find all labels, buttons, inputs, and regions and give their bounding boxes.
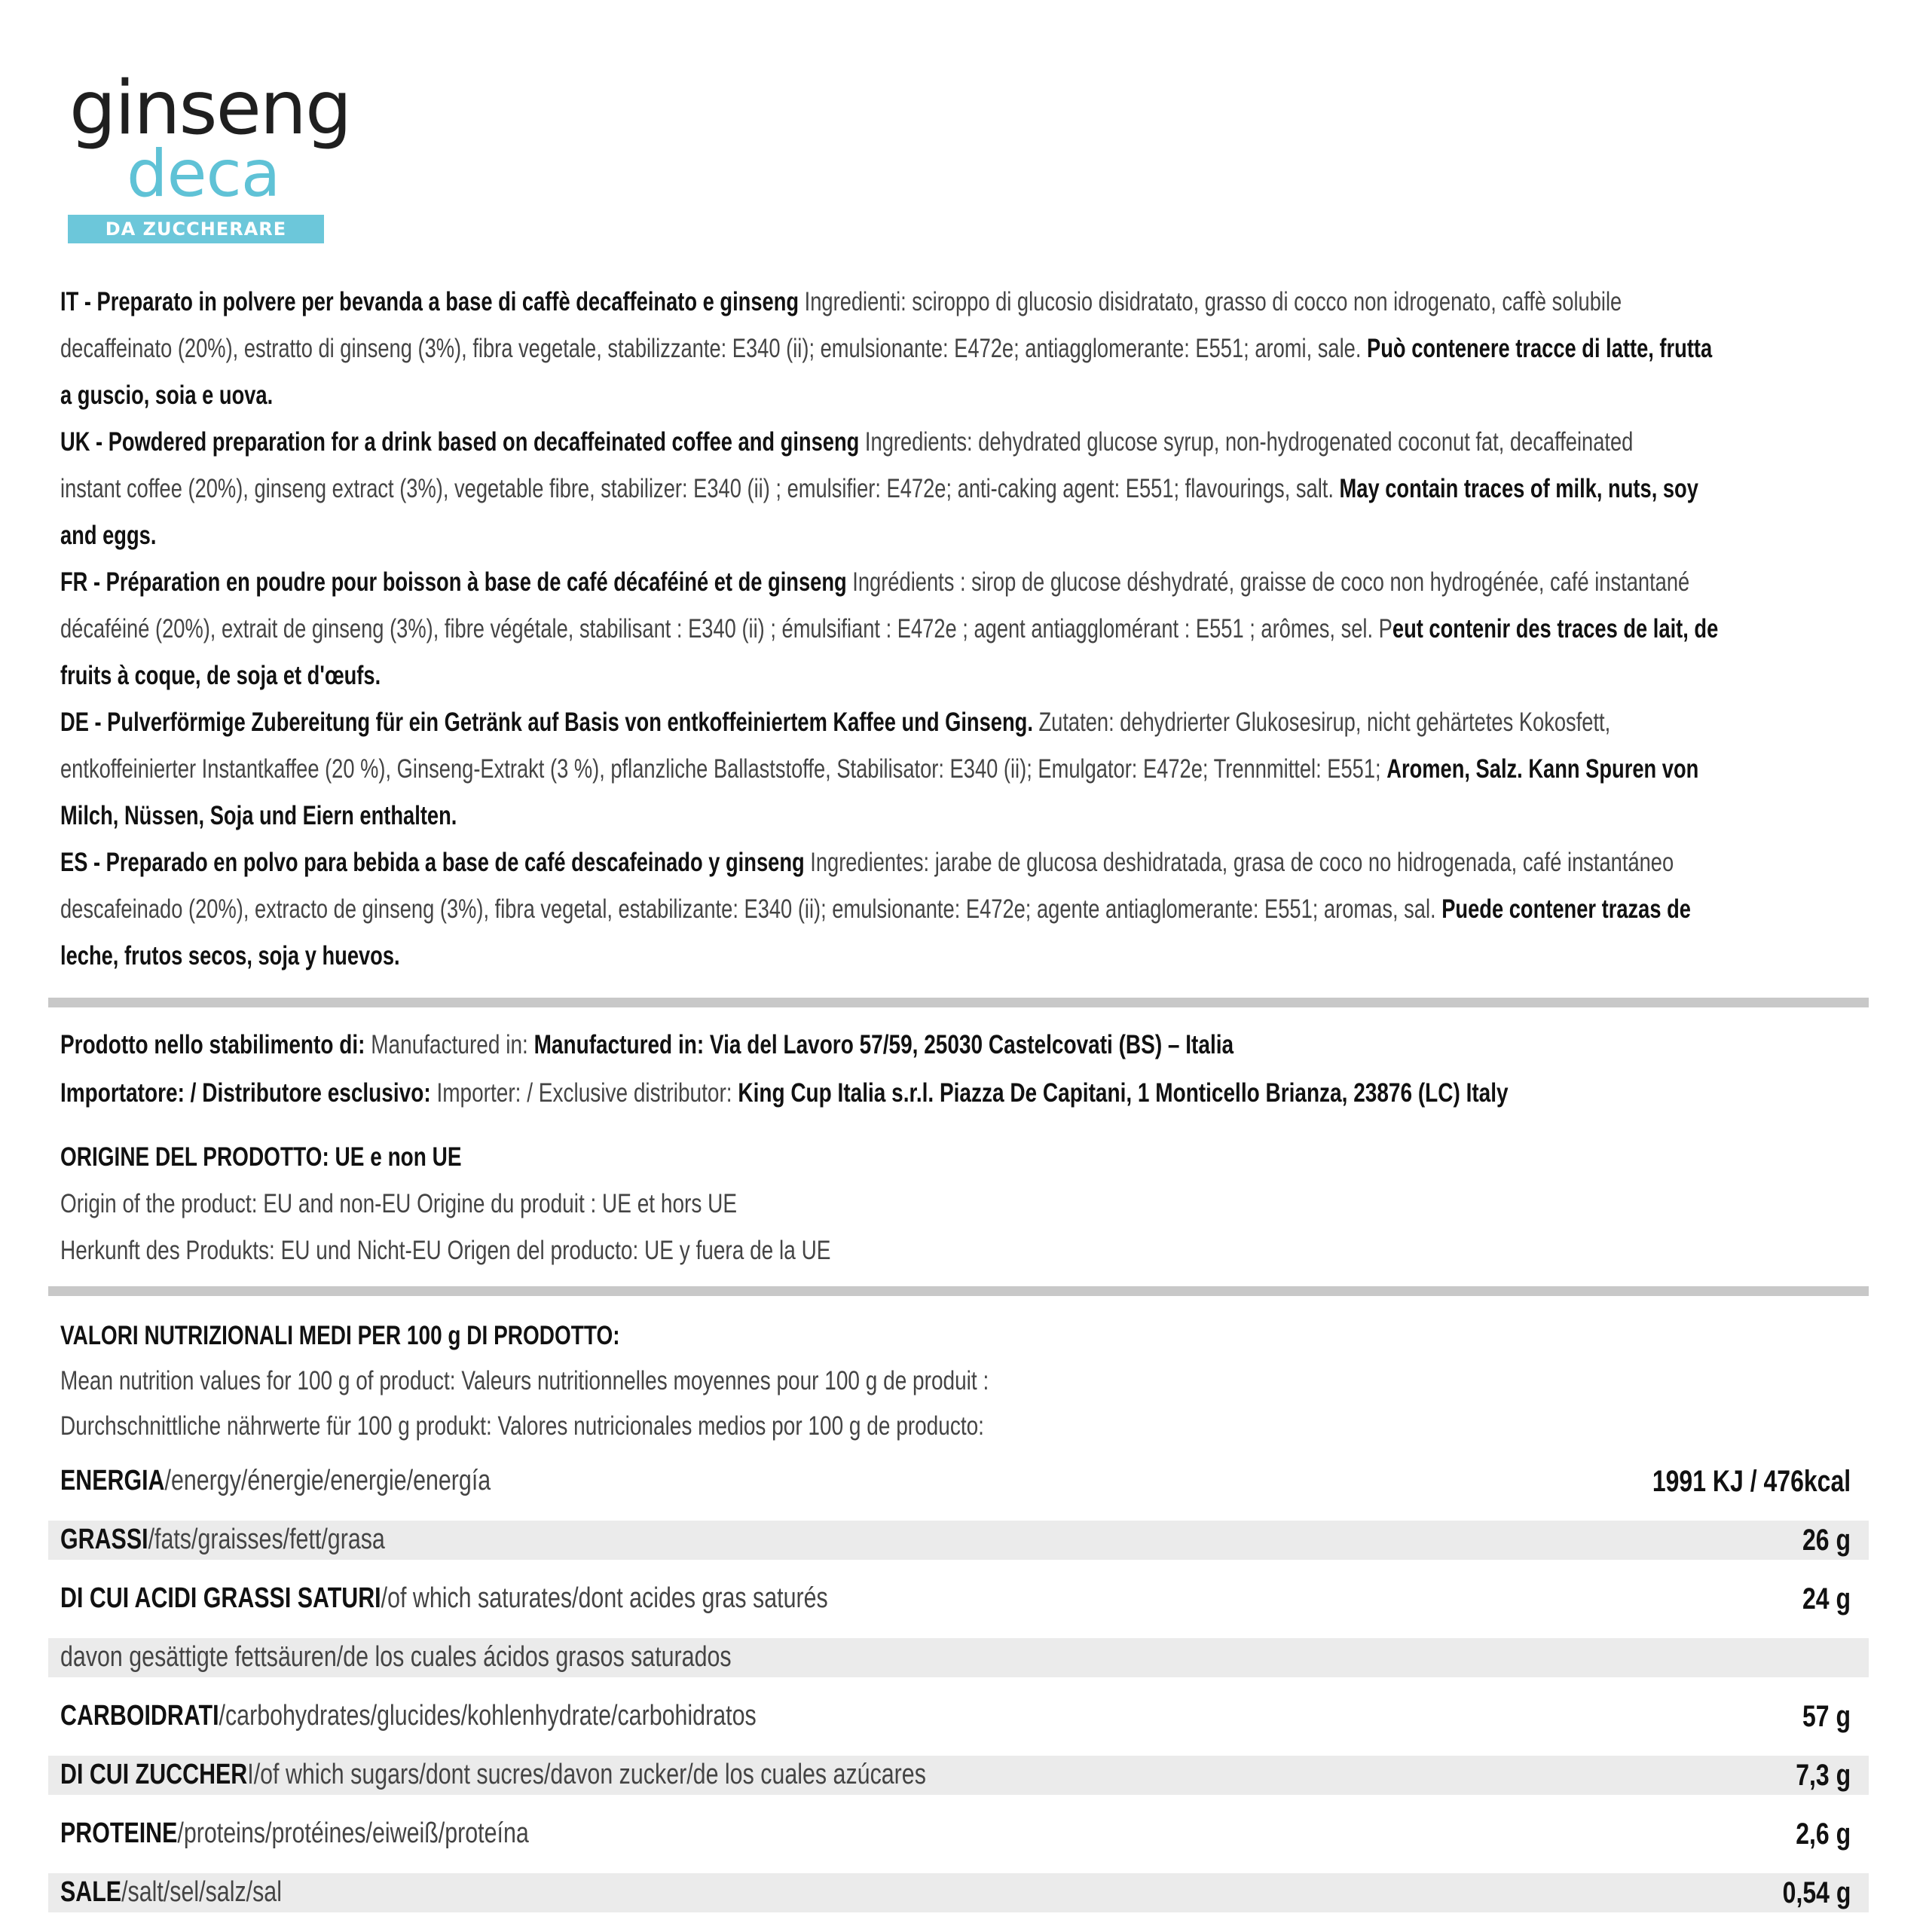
row-label-rest: /carbohydrates/glucides/kohlenhydrate/carbohidratos [219, 1700, 757, 1732]
row-label-bold: DI CUI ACIDI GRASSI SATURI [60, 1582, 381, 1614]
row-label-bold: ENERGIA [60, 1465, 165, 1496]
row-label-rest: /salt/sel/salz/sal [121, 1876, 282, 1908]
de-line-2 [60, 746, 1912, 793]
it-text-1: Ingredienti: sciroppo di glucosio disidratato, grasso di cocco non idrogenato, caffè solubile [804, 287, 1622, 316]
nutrition-subtitle-2: Durchschnittliche nährwerte für 100 g produkt: Valores nutricionales medios por 100 g de producto: [60, 1411, 984, 1441]
sugar-badge: DA ZUCCHERARE [68, 215, 324, 243]
table-row [48, 1873, 1869, 1912]
row-value: 24 g [1802, 1582, 1851, 1616]
fr-allergen-a: eut contenir des traces de lait, de [1392, 614, 1719, 643]
row-value: 0,54 g [1782, 1876, 1851, 1909]
table-row [48, 1638, 1869, 1677]
production-line [60, 1021, 1899, 1069]
logo-word-ginseng: ginseng [69, 66, 351, 151]
production-label: Prodotto nello stabilimento di: [60, 1030, 365, 1059]
row-label-bold: CARBOIDRATI [60, 1700, 219, 1732]
de-allergen-a: Aromen, Salz. Kann Spuren von [1386, 754, 1699, 784]
row-value: 57 g [1802, 1700, 1851, 1733]
nutrition-title: VALORI NUTRIZIONALI MEDI PER 100 g DI PRODOTTO: [60, 1321, 620, 1350]
de-line-1 [60, 699, 1912, 746]
importer-label-en: Importer: / Exclusive distributor: [436, 1078, 732, 1108]
row-label-bold: SALE [60, 1876, 122, 1908]
es-title: ES - Preparado en polvo para bebida a base de café descafeinado y ginseng [60, 848, 805, 877]
row-label-rest: /energy/énergie/energie/energía [164, 1465, 491, 1496]
brand-logo [68, 66, 351, 243]
uk-text-2: instant coffee (20%), ginseng extract (3%), vegetable fibre, stabilizer: E340 (ii) ; emulsifier: E472e; anti-caking agent: E551; flavourings, salt. [60, 474, 1334, 503]
fr-text-2: décaféiné (20%), extrait de ginseng (3%), fibre végétale, stabilisant : E340 (ii) ; émulsifiant : E472e ; agent antiagglomérant : E551 ; arômes, sel. P [60, 614, 1392, 643]
it-line-1 [60, 279, 1912, 326]
fr-text-1: Ingrédients : sirop de glucose déshydraté, graisse de coco non hydrogénée, café instantané [852, 567, 1690, 597]
de-text-1: Zutaten: dehydrierter Glukosesirup, nicht gehärtetes Kokosfett, [1038, 708, 1611, 737]
row-label-rest: /proteins/protéines/eiweiß/proteína [177, 1817, 529, 1849]
origin-block [60, 1134, 1899, 1274]
row-label-rest: /fats/graisses/fett/grasa [148, 1524, 385, 1555]
row-label [60, 1817, 529, 1850]
table-row [48, 1462, 1869, 1501]
uk-line-1 [60, 419, 1912, 466]
table-row [48, 1579, 1869, 1619]
production-label-en: Manufactured in: [371, 1030, 528, 1059]
de-text-2: entkoffeinierter Instantkaffee (20 %), Ginseng-Extrakt (3 %), pflanzliche Ballaststoffe, Stabilisator: E340 (ii); Emulgator: E472e; Trennmittel: E551; [60, 754, 1381, 784]
nutrition-table [48, 1462, 1869, 1932]
uk-text-1: Ingredients: dehydrated glucose syrup, non-hydrogenated coconut fat, decaffeinated [864, 427, 1634, 457]
es-line-2 [60, 886, 1912, 933]
row-label [60, 1524, 385, 1556]
es-allergen-b: leche, frutos secos, soja y huevos. [60, 941, 400, 971]
divider-2 [48, 1286, 1869, 1296]
es-allergen-a: Puede contener trazas de [1441, 894, 1691, 924]
origin-line-1: Origin of the product: EU and non-EU Origine du produit : UE et hors UE [60, 1189, 738, 1218]
fr-title: FR - Préparation en poudre pour boisson à base de café décaféiné et de ginseng [60, 567, 847, 597]
it-title: IT - Preparato in polvere per bevanda a base di caffè decaffeinato e ginseng [60, 287, 799, 316]
ingredients-block [60, 279, 1912, 980]
fr-allergen-b: fruits à coque, de soja et d'œufs. [60, 661, 381, 690]
de-title: DE - Pulverförmige Zubereitung für ein Getränk auf Basis von entkoffeiniertem Kaffee und Ginseng. [60, 708, 1033, 737]
row-value: 1991 KJ / 476kcal [1652, 1465, 1851, 1498]
row-label-rest: davon gesättigte fettsäuren/de los cuales ácidos grasos saturados [60, 1641, 732, 1673]
table-row [48, 1521, 1869, 1560]
table-row [48, 1814, 1869, 1854]
es-text-2: descafeinado (20%), extracto de ginseng (3%), fibra vegetal, estabilizante: E340 (ii); emulsionante: E472e; agente antiaglomerante: E551; aromas, sal. [60, 894, 1436, 924]
it-line-2 [60, 326, 1912, 372]
row-label [60, 1876, 282, 1909]
manufacturer-block [60, 1021, 1899, 1117]
it-allergen-b: a guscio, soia e uova. [60, 381, 274, 410]
importer-address: King Cup Italia s.r.l. Piazza De Capitani, 1 Monticello Brianza, 23876 (LC) Italy [738, 1078, 1509, 1108]
de-line-3 [60, 793, 1912, 839]
importer-label: Importatore: / Distributore esclusivo: [60, 1078, 431, 1108]
origin-line-2: Herkunft des Produkts: EU und Nicht-EU Origen del producto: UE y fuera de la UE [60, 1236, 831, 1265]
row-label [60, 1700, 757, 1732]
row-label-bold: PROTEINE [60, 1817, 178, 1849]
production-address: Manufactured in: Via del Lavoro 57/59, 25030 Castelcovati (BS) – Italia [533, 1030, 1234, 1059]
nutrition-header [60, 1313, 1899, 1449]
es-text-1: Ingredientes: jarabe de glucosa deshidratada, grasa de coco no hidrogenada, café instantáneo [810, 848, 1674, 877]
es-line-3 [60, 933, 1912, 980]
fr-line-3 [60, 653, 1912, 699]
uk-allergen-b: and eggs. [60, 521, 157, 550]
row-value: 26 g [1802, 1524, 1851, 1557]
uk-line-2 [60, 466, 1912, 512]
row-label [60, 1759, 926, 1791]
es-line-1 [60, 839, 1912, 886]
fr-line-1 [60, 559, 1912, 606]
row-value: 2,6 g [1796, 1817, 1851, 1851]
nutrition-subtitle-1: Mean nutrition values for 100 g of product: Valeurs nutritionnelles moyennes pour 100 g de produit : [60, 1366, 989, 1396]
row-value: 7,3 g [1796, 1759, 1851, 1792]
divider-1 [48, 998, 1869, 1007]
uk-line-3 [60, 512, 1912, 559]
row-label [60, 1641, 732, 1674]
row-label-bold: DI CUI ZUCCHER [60, 1759, 248, 1790]
fr-line-2 [60, 606, 1912, 653]
row-label-rest: /of which saturates/dont acides gras saturés [381, 1582, 828, 1614]
row-label-bold: GRASSI [60, 1524, 148, 1555]
row-label [60, 1465, 491, 1497]
table-row [48, 1756, 1869, 1795]
row-label-rest: I/of which sugars/dont sucres/davon zucker/de los cuales azúcares [247, 1759, 926, 1790]
uk-title: UK - Powdered preparation for a drink based on decaffeinated coffee and ginseng [60, 427, 860, 457]
importer-line [60, 1069, 1899, 1117]
it-text-2: decaffeinato (20%), estratto di ginseng (3%), fibra vegetale, stabilizzante: E340 (ii); emulsionante: E472e; antiagglomerante: E551; aromi, sale. [60, 334, 1362, 363]
de-allergen-b: Milch, Nüssen, Soja und Eiern enthalten. [60, 801, 457, 830]
origin-title: ORIGINE DEL PRODOTTO: UE e non UE [60, 1142, 462, 1172]
table-row [48, 1697, 1869, 1736]
it-line-3 [60, 372, 1912, 419]
logo-word-deca: deca [127, 136, 280, 212]
uk-allergen-a: May contain traces of milk, nuts, soy [1339, 474, 1698, 503]
it-allergen-a: Può contenere tracce di latte, frutta [1367, 334, 1713, 363]
row-label [60, 1582, 828, 1615]
